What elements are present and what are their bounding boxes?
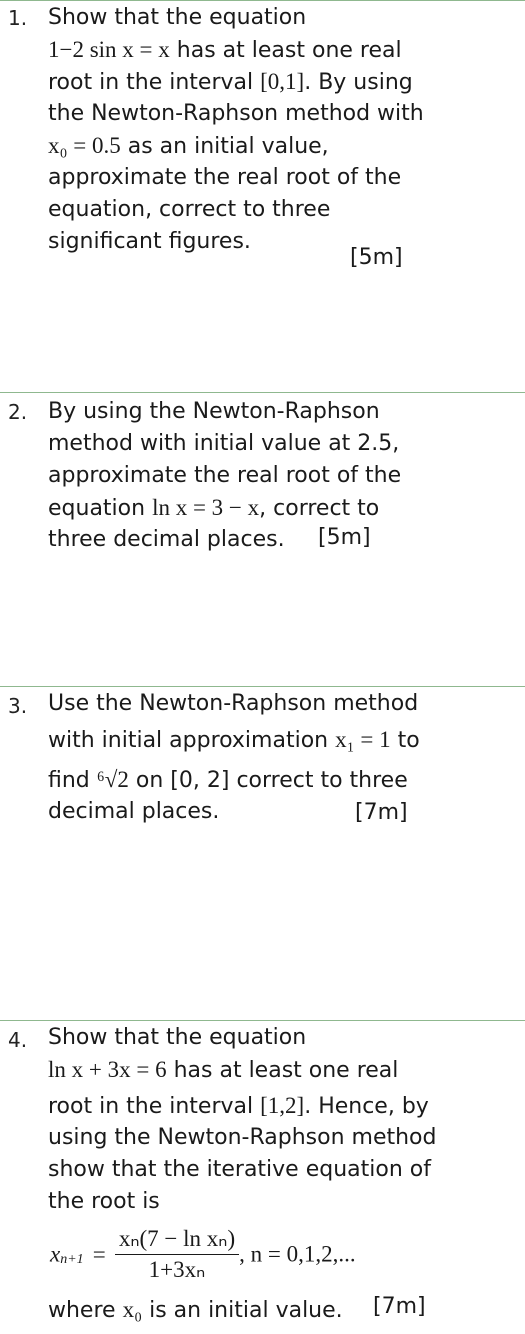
iterative-formula xyxy=(50,1224,356,1285)
text-line: significant figures. xyxy=(48,229,251,254)
text-line xyxy=(48,34,513,66)
formula-denominator: 1+3xₙ xyxy=(148,1257,206,1282)
text-fragment: has at least one real xyxy=(166,1058,399,1083)
text-fragment: find xyxy=(48,768,97,793)
text-line: approximate the real root of the xyxy=(48,463,402,488)
separator-rule xyxy=(0,392,525,393)
formula-fraction xyxy=(115,1224,239,1285)
text-line: the root is xyxy=(48,1189,160,1214)
math-expression: [1,2] xyxy=(260,1093,305,1118)
separator-rule xyxy=(0,1020,525,1021)
marks-label: [5m] xyxy=(318,525,371,550)
formula-lhs-subscript: n+1 xyxy=(60,1252,84,1267)
question-text-end xyxy=(48,1294,513,1326)
text-line xyxy=(48,130,513,162)
text-fragment: on [0, 2] correct to three xyxy=(128,768,408,793)
math-expression: x₀ = 0.5 xyxy=(48,133,121,158)
math-expression: ln x + 3x = 6 xyxy=(48,1057,167,1082)
text-fragment: equation xyxy=(48,496,153,521)
formula-numerator: xₙ(7 − ln xₙ) xyxy=(115,1224,239,1255)
question-number: 3. xyxy=(8,694,28,718)
equals-sign: = xyxy=(92,1241,106,1267)
text-line xyxy=(48,492,513,524)
text-line: the Newton-Raphson method with xyxy=(48,101,424,126)
text-fragment: where xyxy=(48,1298,123,1323)
text-fragment: as an initial value, xyxy=(120,134,329,159)
text-fragment: to xyxy=(390,728,420,753)
text-line: By using the Newton-Raphson xyxy=(48,399,380,424)
math-expression: ⁶√2 xyxy=(96,767,129,792)
question-text xyxy=(48,688,513,828)
text-line: using the Newton-Raphson method xyxy=(48,1125,437,1150)
marks-label: [7m] xyxy=(373,1294,426,1319)
text-fragment: root in the interval xyxy=(48,1094,261,1119)
formula-lhs: x xyxy=(50,1241,61,1267)
text-line xyxy=(48,1294,513,1326)
text-line: show that the iterative equation of xyxy=(48,1157,431,1182)
math-expression: ln x = 3 − x xyxy=(152,495,260,520)
text-line: method with initial value at 2.5, xyxy=(48,431,400,456)
text-line: approximate the real root of the xyxy=(48,165,402,190)
top-rule xyxy=(0,0,525,1)
text-line: equation, correct to three xyxy=(48,197,331,222)
question-text xyxy=(48,2,513,258)
math-expression: 1−2 sin x = x xyxy=(48,37,170,62)
text-line xyxy=(48,1054,513,1086)
text-line: Use the Newton-Raphson method xyxy=(48,691,419,716)
text-line xyxy=(48,66,513,98)
separator-rule xyxy=(0,686,525,687)
text-fragment: . By using xyxy=(304,70,413,95)
text-line: three decimal places. xyxy=(48,527,285,552)
question-number: 4. xyxy=(8,1028,28,1052)
text-fragment: with initial approximation xyxy=(48,728,336,753)
marks-label: [7m] xyxy=(355,800,408,825)
text-fragment: . Hence, by xyxy=(304,1094,429,1119)
text-line xyxy=(48,724,513,756)
question-text xyxy=(48,396,513,556)
math-expression: x₀ xyxy=(122,1297,143,1322)
text-line: decimal places. xyxy=(48,799,220,824)
question-text xyxy=(48,1022,513,1218)
text-fragment: has at least one real xyxy=(169,38,402,63)
question-number: 1. xyxy=(8,6,28,30)
text-line xyxy=(48,1090,513,1122)
formula-tail: , n = 0,1,2,... xyxy=(239,1241,356,1267)
text-fragment: , correct to xyxy=(259,496,380,521)
text-line xyxy=(48,764,513,796)
math-expression: [0,1] xyxy=(260,69,305,94)
text-line: Show that the equation xyxy=(48,5,307,30)
text-line: Show that the equation xyxy=(48,1025,307,1050)
marks-label: [5m] xyxy=(350,245,403,270)
math-expression: x₁ = 1 xyxy=(335,727,391,752)
text-fragment: root in the interval xyxy=(48,70,261,95)
text-fragment: is an initial value. xyxy=(142,1298,343,1323)
question-number: 2. xyxy=(8,400,28,424)
